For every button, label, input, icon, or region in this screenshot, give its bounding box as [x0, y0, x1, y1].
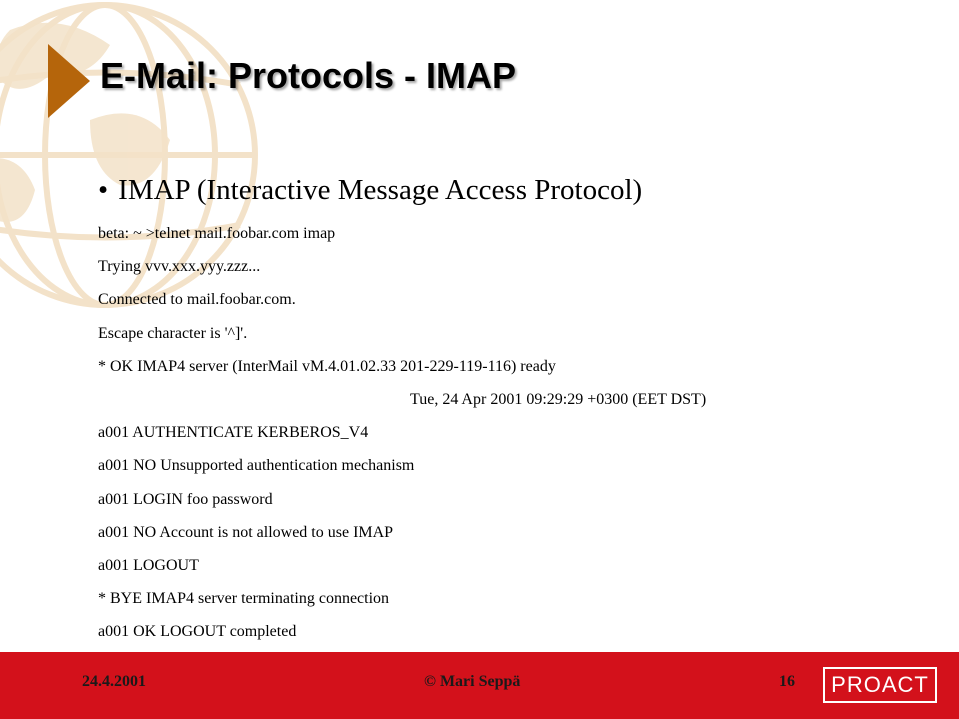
terminal-transcript	[98, 224, 918, 655]
transcript-line: beta: ~ >telnet mail.foobar.com imap	[98, 225, 336, 242]
bullet-icon: •	[98, 174, 109, 206]
transcript-line: a001 NO Unsupported authentication mechanism	[98, 457, 415, 475]
transcript-line: a001 OK LOGOUT completed	[98, 623, 297, 641]
transcript-line: a001 AUTHENTICATE KERBEROS_V4	[98, 424, 369, 442]
transcript-line: Tue, 24 Apr 2001 09:29:29 +0300 (EET DST)	[410, 390, 707, 408]
transcript-line: Connected to mail.foobar.com.	[98, 291, 296, 309]
transcript-line: * OK IMAP4 server (InterMail vM.4.01.02.33 201-229-119-116) ready	[98, 357, 556, 375]
transcript-line: a001 LOGOUT	[98, 556, 199, 574]
footer-copyright: © Mari Seppä	[424, 673, 521, 690]
transcript-line: * BYE IMAP4 server terminating connection	[98, 590, 390, 608]
footer-bar	[0, 652, 959, 719]
transcript-line: Escape character is '^]'.	[98, 324, 248, 342]
page-number: 16	[779, 673, 795, 690]
transcript-line: a001 LOGIN foo password	[98, 490, 273, 508]
proact-logo: PROACT	[823, 667, 937, 703]
footer-date: 24.4.2001	[82, 673, 146, 690]
bullet-text: IMAP (Interactive Message Access Protocol)	[118, 174, 643, 206]
slide-title: E-Mail: Protocols - IMAP	[100, 55, 517, 96]
transcript-line: Trying vvv.xxx.yyy.zzz...	[98, 258, 261, 276]
main-bullet	[98, 174, 642, 207]
transcript-line: a001 NO Account is not allowed to use IMAP	[98, 523, 394, 541]
title-arrow-icon	[48, 44, 90, 118]
